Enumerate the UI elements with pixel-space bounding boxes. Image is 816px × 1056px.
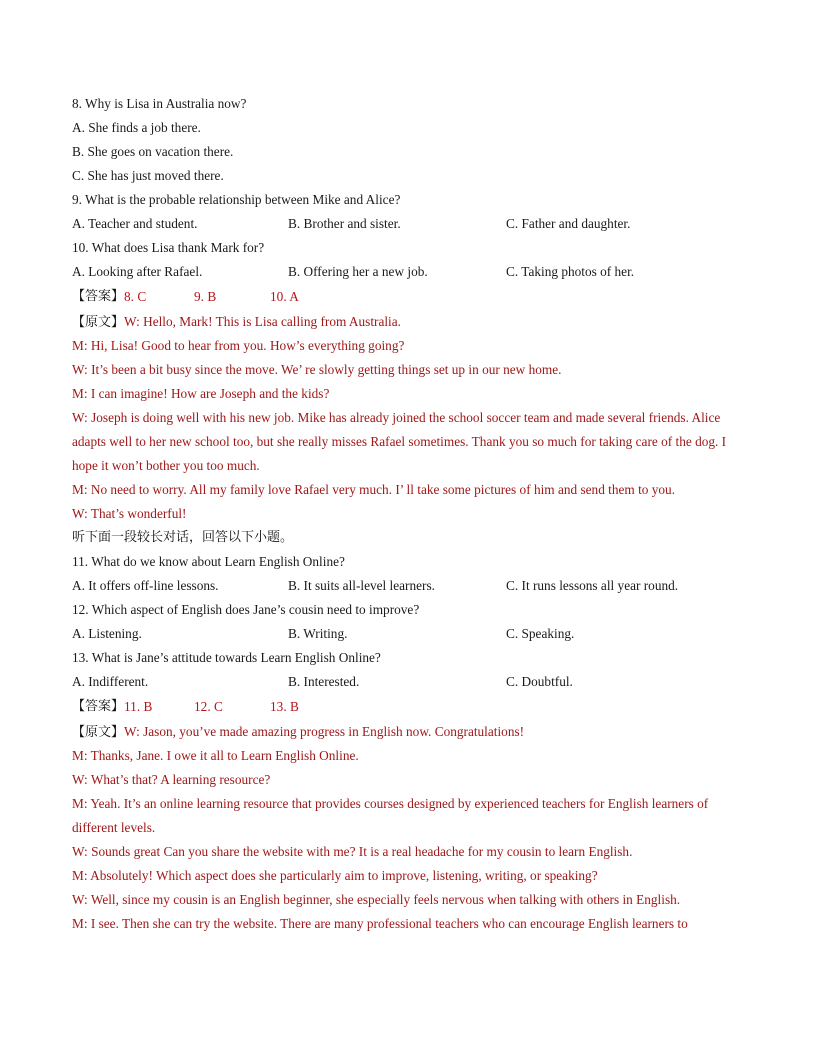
q13-option-c: C. Doubtful.: [506, 674, 573, 689]
instruction: 听下面一段较长对话，回答以下小题。: [72, 530, 294, 545]
transcript-tag: 【原文】: [72, 725, 125, 740]
answer-9: 9. B: [194, 289, 217, 304]
q11-option-a: A. It offers off-line lessons.: [72, 578, 219, 593]
transcript-2-line: M: Thanks, Jane. I owe it all to Learn English Online.: [72, 748, 359, 763]
transcript-1-line: M: I can imagine! How are Joseph and the kids?: [72, 386, 330, 401]
question-13: 13. What is Jane’s attitude towards Learn English Online?: [72, 650, 381, 665]
q10-options: [72, 260, 744, 284]
q12-option-b: B. Writing.: [288, 626, 348, 641]
transcript-2-line: [72, 720, 744, 744]
q9-option-c: C. Father and daughter.: [506, 216, 631, 231]
q12-option-a: A. Listening.: [72, 626, 142, 641]
transcript-1-line: [72, 310, 744, 334]
answer-11: 11. B: [124, 699, 153, 714]
q10-option-b: B. Offering her a new job.: [288, 264, 428, 279]
q11-options: [72, 574, 744, 598]
transcript-1-line: M: Hi, Lisa! Good to hear from you. How’s everything going?: [72, 338, 405, 353]
transcript-1-paragraph: W: Joseph is doing well with his new job. Mike has already joined the school soccer team and made several friends. Alice adapts well to her new school too, but she really misses Rafael sometimes. Thank you so much for taking care of the dog. I hope it won’t bother you too much.: [72, 410, 727, 473]
answer-10: 10. A: [270, 289, 299, 304]
question-10: 10. What does Lisa thank Mark for?: [72, 240, 265, 255]
transcript-2-paragraph: M: Yeah. It’s an online learning resource that provides courses designed by experienced teachers for English learners of different levels.: [72, 796, 709, 835]
answer-8: 8. C: [124, 289, 147, 304]
q11-option-c: C. It runs lessons all year round.: [506, 578, 679, 593]
question-11: 11. What do we know about Learn English Online?: [72, 554, 345, 569]
q10-option-a: A. Looking after Rafael.: [72, 264, 203, 279]
transcript-2-text: W: Jason, you’ve made amazing progress in English now. Congratulations!: [124, 724, 525, 739]
answer-tag: 【答案】: [72, 289, 125, 304]
q9-option-b: B. Brother and sister.: [288, 216, 401, 231]
transcript-2-line: W: What’s that? A learning resource?: [72, 772, 271, 787]
transcript-2-line: W: Sounds great Can you share the website with me? It is a real headache for my cousin to learn English.: [72, 844, 633, 859]
q12-options: [72, 622, 744, 646]
transcript-1-text: W: Hello, Mark! This is Lisa calling from Australia.: [124, 314, 401, 329]
q9-options: [72, 212, 744, 236]
q10-option-c: C. Taking photos of her.: [506, 264, 635, 279]
q8-option-c: C. She has just moved there.: [72, 168, 224, 183]
transcript-1-line: W: That’s wonderful!: [72, 506, 187, 521]
q12-option-c: C. Speaking.: [506, 626, 575, 641]
question-12: 12. Which aspect of English does Jane’s cousin need to improve?: [72, 602, 420, 617]
q8-option-b: B. She goes on vacation there.: [72, 144, 234, 159]
transcript-1-line: W: It’s been a bit busy since the move. We’ re slowly getting things set up in our new home.: [72, 362, 562, 377]
transcript-tag: 【原文】: [72, 315, 125, 330]
answer-line-2: [72, 694, 744, 720]
answer-12: 12. C: [194, 699, 223, 714]
answer-line-1: [72, 284, 744, 310]
q13-options: [72, 670, 744, 694]
q11-option-b: B. It suits all-level learners.: [288, 578, 435, 593]
document-page: [72, 92, 744, 936]
question-9: 9. What is the probable relationship between Mike and Alice?: [72, 192, 401, 207]
answer-tag: 【答案】: [72, 699, 125, 714]
answer-13: 13. B: [270, 699, 299, 714]
q8-option-a: A. She finds a job there.: [72, 120, 201, 135]
transcript-1-line: M: No need to worry. All my family love Rafael very much. I’ ll take some pictures of him and send them to you.: [72, 482, 676, 497]
transcript-2-line: M: I see. Then she can try the website. There are many professional teachers who can encourage English learners to: [72, 916, 688, 931]
q13-option-a: A. Indifferent.: [72, 674, 149, 689]
q9-option-a: A. Teacher and student.: [72, 216, 198, 231]
question-8: 8. Why is Lisa in Australia now?: [72, 96, 247, 111]
transcript-2-line: M: Absolutely! Which aspect does she particularly aim to improve, listening, writing, or speaking?: [72, 868, 598, 883]
q13-option-b: B. Interested.: [288, 674, 360, 689]
transcript-2-line: W: Well, since my cousin is an English beginner, she especially feels nervous when talking with others in English.: [72, 892, 681, 907]
